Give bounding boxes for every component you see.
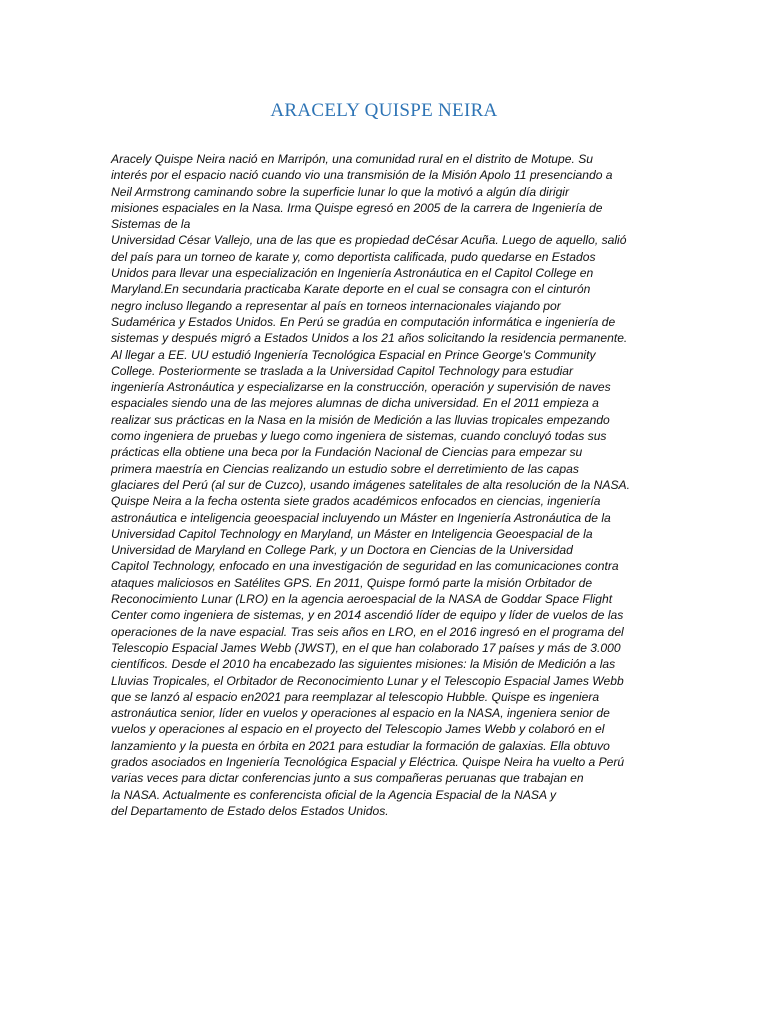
body-line: Reconocimiento Lunar (LRO) en la agencia aeroespacial de la NASA de Goddar Space Flight: [111, 592, 613, 607]
body-line: College. Posteriormente se traslada a la Universidad Capitol Technology para estudiar: [111, 363, 574, 378]
body-line: ingeniería Astronáutica y especializarse en la construcción, operación y supervisión de naves: [111, 380, 611, 395]
document-body: [111, 151, 671, 819]
body-line: Aracely Quispe Neira nació en Marripón, una comunidad rural en el distrito de Motupe. Su: [111, 152, 593, 166]
body-line: Quispe Neira a la fecha ostenta siete grados académicos enfocados en ciencias, ingeniería: [111, 494, 601, 509]
body-line: Unidos para llevar una especialización en Ingeniería Astronáutica en el Capitol College en: [111, 266, 594, 281]
body-line: ataques maliciosos en Satélites GPS. En 2011, Quispe formó parte la misión Orbitador de: [111, 575, 593, 590]
document-title: ARACELY QUISPE NEIRA: [270, 100, 498, 121]
body-line: sistemas y después migró a Estados Unidos a los 21 años solicitando la residencia permanente.: [111, 331, 628, 346]
body-line: Lluvias Tropicales, el Orbitador de Reconocimiento Lunar y el Telescopio Espacial James Webb: [111, 673, 624, 688]
body-line: prácticas ella obtiene una beca por la Fundación Nacional de Ciencias para empezar su: [111, 445, 583, 460]
body-line: Universidad Capitol Technology en Maryland, un Máster en Inteligencia Geoespacial de la: [111, 526, 593, 541]
body-line: glaciares del Perú (al sur de Cuzco), usando imágenes satelitales de alta resolución de la NASA.: [111, 477, 630, 492]
body-line: la NASA. Actualmente es conferencista oficial de la Agencia Espacial de la NASA y: [111, 787, 557, 802]
body-line: que se lanzó al espacio en2021 para reemplazar al telescopio Hubble. Quispe es ingeniera: [111, 689, 600, 704]
body-line: primera maestría en Ciencias realizando un estudio sobre el derretimiento de las capas: [111, 461, 579, 476]
body-line: varias veces para dictar conferencias junto a sus compañeras peruanas que trabajan en: [111, 771, 584, 786]
body-line: Sistemas de la: [111, 217, 191, 232]
body-line: astronáutica senior, líder en vuelos y operaciones al espacio en la NASA, ingeniera senior de: [111, 706, 610, 721]
body-line: Sudamérica y Estados Unidos. En Perú se gradúa en computación informática e ingeniería de: [111, 314, 616, 329]
body-line: científicos. Desde el 2010 ha encabezado las siguientes misiones: la Misión de Medición a las: [111, 657, 616, 672]
body-line: Center como ingeniera de sistemas, y en 2014 ascendió líder de equipo y líder de vuelos de las: [111, 608, 624, 623]
body-line: Capitol Technology, enfocado en una investigación de seguridad en las comunicaciones contra: [111, 559, 619, 574]
body-line: lanzamiento y la puesta en órbita en 2021 para estudiar la formación de galaxias. Ella obtuvo: [111, 738, 610, 753]
body-line: Al llegar a EE. UU estudió Ingeniería Tecnológica Espacial en Prince George's Community: [111, 347, 596, 362]
body-line: del país para un torneo de karate y, como deportista calificada, pudo quedarse en Estados: [111, 249, 596, 264]
body-line: vuelos y operaciones al espacio en el proyecto del Telescopio James Webb y colaboró en el: [111, 722, 605, 737]
body-line: misiones espaciales en la Nasa. Irma Quispe egresó en 2005 de la carrera de Ingeniería de: [111, 200, 603, 215]
body-line: Universidad de Maryland en College Park, y un Doctora en Ciencias de la Universidad: [111, 543, 573, 558]
body-line: operaciones de la nave espacial. Tras seis años en LRO, en el 2016 ingresó en el programa del: [111, 624, 624, 639]
body-line: Neil Armstrong caminando sobre la superficie lunar lo que la motivó a algún día dirigir: [111, 184, 570, 199]
body-line: Universidad César Vallejo, una de las que es propiedad deCésar Acuña. Luego de aquello, salió: [111, 233, 627, 248]
body-line: interés por el espacio nació cuando vio una transmisión de la Misión Apolo 11 presenciando a: [111, 168, 613, 183]
body-line: del Departamento de Estado delos Estados Unidos.: [111, 803, 389, 818]
body-line: negro incluso llegando a representar al país en torneos internacionales viajando por: [111, 298, 561, 313]
body-line: grados asociados en Ingeniería Tecnológica Espacial y Eléctrica. Quispe Neira ha vuelto a Perú: [111, 754, 625, 769]
body-line: Maryland.En secundaria practicaba Karate deporte en el cual se consagra con el cinturón: [111, 282, 591, 297]
body-line: Telescopio Espacial James Webb (JWST), en el que han colaborado 17 países y más de 3.000: [111, 640, 621, 655]
body-line: como ingeniera de pruebas y luego como ingeniera de sistemas, cuando concluyó todas sus: [111, 429, 607, 444]
body-line: espaciales siendo una de las mejores alumnas de dicha universidad. En el 2011 empieza a: [111, 396, 599, 411]
body-line: astronáutica e inteligencia geoespacial incluyendo un Máster en Ingeniería Astronáutica de la: [111, 510, 611, 525]
body-line: realizar sus prácticas en la Nasa en la misión de Medición a las lluvias tropicales empezando: [111, 412, 610, 427]
